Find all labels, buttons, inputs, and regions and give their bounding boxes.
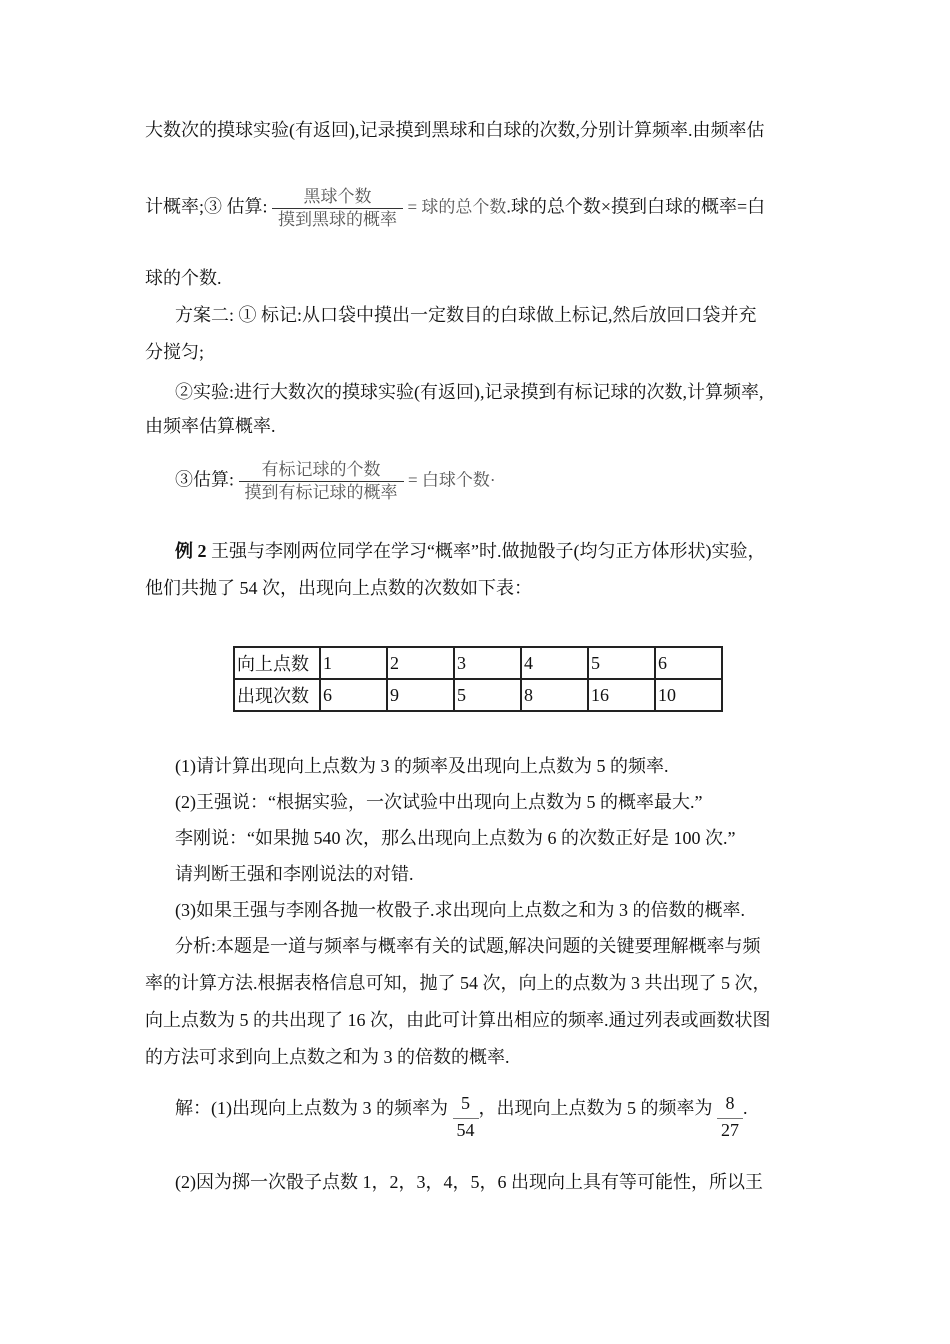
text-segment: 王强与李刚两位同学在学习“概率”时.做抛骰子(均匀正方体形状)实验， xyxy=(206,541,766,561)
fraction-denominator: 27 xyxy=(717,1118,743,1141)
fraction-denominator: 54 xyxy=(453,1118,479,1141)
text-segment: ，出现向上点数为 5 的频率为 xyxy=(478,1098,713,1118)
table-cell: 5 xyxy=(454,679,521,711)
fraction-numerator: 5 xyxy=(461,1093,470,1113)
formula-line-marked-ball xyxy=(175,459,496,504)
table-row xyxy=(234,647,722,679)
table-header-cell: 向上点数 xyxy=(234,647,320,679)
formula-line-black-ball xyxy=(145,186,765,231)
formula-result: = 球的总个数 xyxy=(407,197,507,217)
table-row xyxy=(234,679,722,711)
dice-results-table xyxy=(233,646,723,712)
text-line: ②实验:进行大数次的摸球实验(有返回),记录摸到有标记球的次数,计算频率, xyxy=(175,382,764,402)
text-segment: .球的总个数×摸到白球的概率=白 xyxy=(506,196,766,217)
solution-line-1 xyxy=(175,1093,748,1141)
table-header-cell: 出现次数 xyxy=(234,679,320,711)
fraction-numerator: 8 xyxy=(725,1093,735,1113)
fraction-numerator: 黑球个数 xyxy=(303,187,372,206)
analysis-line: 分析:本题是一道与频率与概率有关的试题,解决问题的关键要理解概率与频 xyxy=(175,936,761,956)
table-cell: 4 xyxy=(521,647,588,679)
fraction-black-ball xyxy=(272,186,403,231)
table-cell: 9 xyxy=(387,679,454,711)
text-line: 由频率估算概率. xyxy=(145,416,276,436)
question-2-prompt: 请判断王强和李刚说法的对错. xyxy=(175,864,414,884)
example-heading-line xyxy=(175,539,765,563)
text-segment: 计概率;③ 估算: xyxy=(145,196,268,217)
analysis-line: 向上点数为 5 的共出现了 16 次，由此可计算出相应的频率.通过列表或画数状图 xyxy=(145,1010,771,1030)
text-line: 大数次的摸球实验(有返回),记录摸到黑球和白球的次数,分别计算频率.由频率估 xyxy=(145,120,765,140)
fraction-marked-ball xyxy=(239,459,404,504)
question-2: (2)王强说：“根据实验，一次试验中出现向上点数为 5 的概率最大.” xyxy=(175,792,703,812)
text-segment: 解：(1)出现向上点数为 3 的频率为 xyxy=(175,1098,448,1118)
text-segment: ③估算: xyxy=(175,469,235,490)
question-3: (3)如果王强与李刚各抛一枚骰子.求出现向上点数之和为 3 的倍数的概率. xyxy=(175,900,745,920)
text-line: 球的个数. xyxy=(145,268,222,288)
question-2-li-gang: 李刚说：“如果抛 540 次，那么出现向上点数为 6 的次数正好是 100 次.” xyxy=(175,828,736,848)
text-segment: . xyxy=(743,1098,748,1118)
text-line: 方案二: ① 标记:从口袋中摸出一定数目的白球做上标记,然后放回口袋并充 xyxy=(175,305,757,325)
fraction-numerator: 有标记球的个数 xyxy=(261,460,381,479)
table-cell: 6 xyxy=(655,647,722,679)
table-cell: 10 xyxy=(655,679,722,711)
text-line: 分搅匀; xyxy=(145,342,205,362)
example-label: 例 2 xyxy=(175,541,207,561)
table-cell: 1 xyxy=(320,647,387,679)
fraction-denominator: 摸到有标记球的概率 xyxy=(239,481,404,504)
table-cell: 2 xyxy=(387,647,454,679)
solution-line-2: (2)因为掷一次骰子点数 1，2，3，4，5，6 出现向上具有等可能性，所以王 xyxy=(175,1172,763,1192)
analysis-line: 的方法可求到向上点数之和为 3 的倍数的概率. xyxy=(145,1047,510,1067)
analysis-line: 率的计算方法.根据表格信息可知，抛了 54 次，向上的点数为 3 共出现了 5 次， xyxy=(145,973,771,993)
table-cell: 3 xyxy=(454,647,521,679)
formula-result: = 白球个数· xyxy=(408,470,496,490)
fraction-5-over-54 xyxy=(453,1092,479,1141)
table-cell: 5 xyxy=(588,647,655,679)
table-cell: 8 xyxy=(521,679,588,711)
fraction-denominator: 摸到黑球的概率 xyxy=(272,208,403,231)
table-cell: 16 xyxy=(588,679,655,711)
question-1: (1)请计算出现向上点数为 3 的频率及出现向上点数为 5 的频率. xyxy=(175,756,669,776)
table-cell: 6 xyxy=(320,679,387,711)
fraction-8-over-27 xyxy=(717,1092,743,1141)
text-line: 他们共抛了 54 次，出现向上点数的次数如下表： xyxy=(145,578,532,598)
